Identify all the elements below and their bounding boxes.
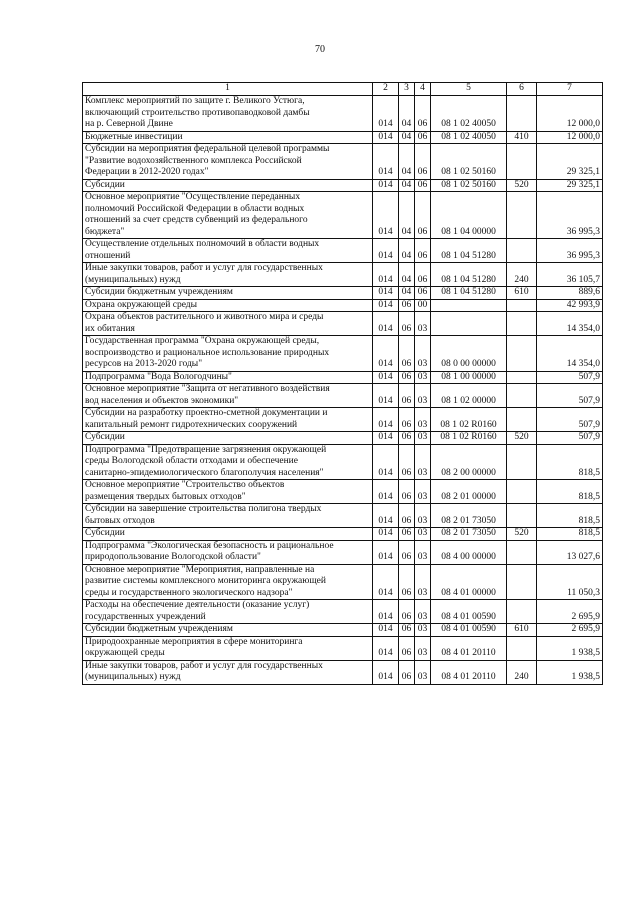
amount-cell: 13 027,6 <box>537 540 603 564</box>
amount-cell: 2 695,9 <box>537 600 603 624</box>
row-name-cell: Подпрограмма "Предотвращение загрязнения окружающей среды Вологодской области отходами и обеспечение санитарно-эпидемиологического благополучия населения" <box>83 444 373 480</box>
expense-type-cell <box>507 371 537 384</box>
table-row <box>83 660 603 684</box>
amount-cell: 14 354,0 <box>537 336 603 372</box>
target-article-cell <box>431 299 507 312</box>
amount-cell: 1 938,5 <box>537 660 603 684</box>
ministry-code-cell: 014 <box>373 179 399 192</box>
expense-type-cell <box>507 336 537 372</box>
amount-cell: 36 105,7 <box>537 263 603 287</box>
subsection-code-cell: 06 <box>415 131 431 144</box>
section-code-cell: 04 <box>399 287 415 300</box>
section-code-cell: 04 <box>399 263 415 287</box>
row-name-cell: Субсидии бюджетным учреждениям <box>83 287 373 300</box>
amount-cell: 42 993,9 <box>537 299 603 312</box>
table-row <box>83 96 603 132</box>
amount-cell: 14 354,0 <box>537 312 603 336</box>
section-code-cell: 04 <box>399 144 415 180</box>
target-article-cell: 08 4 01 00590 <box>431 624 507 637</box>
ministry-code-cell: 014 <box>373 408 399 432</box>
table-row <box>83 371 603 384</box>
amount-cell: 507,9 <box>537 432 603 445</box>
ministry-code-cell: 014 <box>373 144 399 180</box>
table-row <box>83 444 603 480</box>
row-name-cell: Основное мероприятие "Строительство объектов размещения твердых бытовых отходов" <box>83 480 373 504</box>
ministry-code-cell: 014 <box>373 624 399 637</box>
section-code-cell: 04 <box>399 179 415 192</box>
section-code-cell: 06 <box>399 408 415 432</box>
expense-type-cell <box>507 192 537 239</box>
row-name-cell: Охрана объектов растительного и животного мира и среды их обитания <box>83 312 373 336</box>
target-article-cell: 08 1 02 R0160 <box>431 408 507 432</box>
row-name-cell: Природоохранные мероприятия в сфере мониторинга окружающей среды <box>83 636 373 660</box>
expense-type-cell <box>507 408 537 432</box>
section-code-cell: 06 <box>399 540 415 564</box>
table-row <box>83 131 603 144</box>
row-name-cell: Расходы на обеспечение деятельности (оказание услуг) государственных учреждений <box>83 600 373 624</box>
target-article-cell: 08 1 04 51280 <box>431 263 507 287</box>
table-row <box>83 299 603 312</box>
column-header: 6 <box>507 83 537 96</box>
table-row <box>83 528 603 541</box>
target-article-cell: 08 0 00 00000 <box>431 336 507 372</box>
column-header: 2 <box>373 83 399 96</box>
target-article-cell: 08 1 00 00000 <box>431 371 507 384</box>
section-code-cell: 06 <box>399 600 415 624</box>
amount-cell: 29 325,1 <box>537 144 603 180</box>
row-name-cell: Субсидии <box>83 179 373 192</box>
expense-type-cell <box>507 480 537 504</box>
column-header: 1 <box>83 83 373 96</box>
table-row <box>83 263 603 287</box>
section-code-cell: 06 <box>399 564 415 600</box>
target-article-cell: 08 1 02 40050 <box>431 131 507 144</box>
ministry-code-cell: 014 <box>373 480 399 504</box>
section-code-cell: 04 <box>399 131 415 144</box>
expense-type-cell <box>507 600 537 624</box>
target-article-cell: 08 4 01 00590 <box>431 600 507 624</box>
target-article-cell: 08 4 01 20110 <box>431 636 507 660</box>
target-article-cell: 08 1 02 50160 <box>431 144 507 180</box>
table-row <box>83 287 603 300</box>
expense-type-cell: 610 <box>507 287 537 300</box>
column-header: 7 <box>537 83 603 96</box>
ministry-code-cell: 014 <box>373 299 399 312</box>
amount-cell: 11 050,3 <box>537 564 603 600</box>
section-code-cell: 06 <box>399 636 415 660</box>
expense-type-cell <box>507 504 537 528</box>
subsection-code-cell: 03 <box>415 384 431 408</box>
column-header: 5 <box>431 83 507 96</box>
amount-cell: 29 325,1 <box>537 179 603 192</box>
section-code-cell: 06 <box>399 432 415 445</box>
subsection-code-cell: 03 <box>415 432 431 445</box>
section-code-cell: 06 <box>399 528 415 541</box>
table-row <box>83 179 603 192</box>
target-article-cell: 08 1 04 51280 <box>431 287 507 300</box>
row-name-cell: Основное мероприятие "Мероприятия, направленные на развитие системы комплексного мониторинга окружающей среды и государственного экологического надзора" <box>83 564 373 600</box>
subsection-code-cell: 03 <box>415 540 431 564</box>
subsection-code-cell: 06 <box>415 96 431 132</box>
ministry-code-cell: 014 <box>373 131 399 144</box>
expense-type-cell <box>507 299 537 312</box>
row-name-cell: Субсидии <box>83 432 373 445</box>
section-code-cell: 04 <box>399 96 415 132</box>
expense-type-cell <box>507 384 537 408</box>
ministry-code-cell: 014 <box>373 192 399 239</box>
ministry-code-cell: 014 <box>373 540 399 564</box>
expense-type-cell: 240 <box>507 660 537 684</box>
subsection-code-cell: 03 <box>415 600 431 624</box>
ministry-code-cell: 014 <box>373 336 399 372</box>
section-code-cell: 06 <box>399 624 415 637</box>
ministry-code-cell: 014 <box>373 660 399 684</box>
column-header: 4 <box>415 83 431 96</box>
expense-type-cell: 520 <box>507 432 537 445</box>
target-article-cell: 08 4 00 00000 <box>431 540 507 564</box>
table-row <box>83 480 603 504</box>
ministry-code-cell: 014 <box>373 239 399 263</box>
amount-cell: 1 938,5 <box>537 636 603 660</box>
subsection-code-cell: 03 <box>415 564 431 600</box>
amount-cell: 818,5 <box>537 480 603 504</box>
amount-cell: 12 000,0 <box>537 131 603 144</box>
table-row <box>83 624 603 637</box>
subsection-code-cell: 03 <box>415 624 431 637</box>
target-article-cell: 08 1 04 51280 <box>431 239 507 263</box>
row-name-cell: Бюджетные инвестиции <box>83 131 373 144</box>
row-name-cell: Иные закупки товаров, работ и услуг для государственных (муниципальных) нужд <box>83 263 373 287</box>
target-article-cell: 08 4 01 20110 <box>431 660 507 684</box>
expense-type-cell <box>507 540 537 564</box>
subsection-code-cell: 06 <box>415 192 431 239</box>
row-name-cell: Основное мероприятие "Осуществление переданных полномочий Российской Федерации в области водных отношений за счет средств субвенций из федерального бюджета" <box>83 192 373 239</box>
row-name-cell: Субсидии <box>83 528 373 541</box>
table-row <box>83 432 603 445</box>
target-article-cell: 08 2 01 00000 <box>431 480 507 504</box>
ministry-code-cell: 014 <box>373 96 399 132</box>
expense-type-cell: 520 <box>507 528 537 541</box>
subsection-code-cell: 00 <box>415 299 431 312</box>
section-code-cell: 06 <box>399 480 415 504</box>
row-name-cell: Субсидии на мероприятия федеральной целевой программы "Развитие водохозяйственного комплекса Российской Федерации в 2012-2020 годах" <box>83 144 373 180</box>
amount-cell: 818,5 <box>537 504 603 528</box>
subsection-code-cell: 03 <box>415 504 431 528</box>
amount-cell: 36 995,3 <box>537 192 603 239</box>
budget-table <box>82 82 603 685</box>
subsection-code-cell: 03 <box>415 371 431 384</box>
subsection-code-cell: 03 <box>415 660 431 684</box>
row-name-cell: Основное мероприятие "Защита от негативного воздействия вод населения и объектов экономики" <box>83 384 373 408</box>
amount-cell: 889,6 <box>537 287 603 300</box>
row-name-cell: Охрана окружающей среды <box>83 299 373 312</box>
expense-type-cell <box>507 444 537 480</box>
subsection-code-cell: 03 <box>415 480 431 504</box>
ministry-code-cell: 014 <box>373 287 399 300</box>
ministry-code-cell: 014 <box>373 636 399 660</box>
row-name-cell: Субсидии на завершение строительства полигона твердых бытовых отходов <box>83 504 373 528</box>
subsection-code-cell: 03 <box>415 528 431 541</box>
expense-type-cell: 610 <box>507 624 537 637</box>
table-row <box>83 144 603 180</box>
expense-type-cell <box>507 144 537 180</box>
table-row <box>83 600 603 624</box>
table-row <box>83 312 603 336</box>
expense-type-cell: 240 <box>507 263 537 287</box>
table-row <box>83 540 603 564</box>
section-code-cell: 06 <box>399 384 415 408</box>
target-article-cell: 08 2 00 00000 <box>431 444 507 480</box>
section-code-cell: 04 <box>399 239 415 263</box>
row-name-cell: Осуществление отдельных полномочий в области водных отношений <box>83 239 373 263</box>
section-code-cell: 06 <box>399 504 415 528</box>
table-row <box>83 239 603 263</box>
table-row <box>83 192 603 239</box>
subsection-code-cell: 06 <box>415 144 431 180</box>
target-article-cell: 08 1 02 50160 <box>431 179 507 192</box>
table-row <box>83 408 603 432</box>
table-row <box>83 564 603 600</box>
subsection-code-cell: 03 <box>415 408 431 432</box>
subsection-code-cell: 03 <box>415 636 431 660</box>
target-article-cell: 08 4 01 00000 <box>431 564 507 600</box>
section-code-cell: 06 <box>399 371 415 384</box>
amount-cell: 507,9 <box>537 408 603 432</box>
section-code-cell: 06 <box>399 336 415 372</box>
ministry-code-cell: 014 <box>373 371 399 384</box>
target-article-cell: 08 1 02 40050 <box>431 96 507 132</box>
subsection-code-cell: 03 <box>415 444 431 480</box>
table-row <box>83 636 603 660</box>
row-name-cell: Комплекс мероприятий по защите г. Великого Устюга, включающий строительство противопаводковой дамбы на р. Северной Двине <box>83 96 373 132</box>
ministry-code-cell: 014 <box>373 384 399 408</box>
row-name-cell: Иные закупки товаров, работ и услуг для государственных (муниципальных) нужд <box>83 660 373 684</box>
ministry-code-cell: 014 <box>373 600 399 624</box>
target-article-cell <box>431 312 507 336</box>
amount-cell: 2 695,9 <box>537 624 603 637</box>
table-body <box>83 96 603 685</box>
table-row <box>83 336 603 372</box>
amount-cell: 507,9 <box>537 371 603 384</box>
subsection-code-cell: 03 <box>415 336 431 372</box>
subsection-code-cell: 06 <box>415 287 431 300</box>
expense-type-cell <box>507 564 537 600</box>
ministry-code-cell: 014 <box>373 504 399 528</box>
ministry-code-cell: 014 <box>373 528 399 541</box>
ministry-code-cell: 014 <box>373 564 399 600</box>
expense-type-cell <box>507 312 537 336</box>
ministry-code-cell: 014 <box>373 312 399 336</box>
section-code-cell: 06 <box>399 660 415 684</box>
target-article-cell: 08 1 04 00000 <box>431 192 507 239</box>
section-code-cell: 04 <box>399 192 415 239</box>
amount-cell: 36 995,3 <box>537 239 603 263</box>
subsection-code-cell: 06 <box>415 179 431 192</box>
target-article-cell: 08 1 02 R0160 <box>431 432 507 445</box>
expense-type-cell <box>507 239 537 263</box>
expense-type-cell: 520 <box>507 179 537 192</box>
subsection-code-cell: 03 <box>415 312 431 336</box>
ministry-code-cell: 014 <box>373 432 399 445</box>
ministry-code-cell: 014 <box>373 444 399 480</box>
section-code-cell: 06 <box>399 299 415 312</box>
subsection-code-cell: 06 <box>415 239 431 263</box>
target-article-cell: 08 2 01 73050 <box>431 504 507 528</box>
row-name-cell: Подпрограмма "Экологическая безопасность и рациональное природопользование Вологодской области" <box>83 540 373 564</box>
expense-type-cell: 410 <box>507 131 537 144</box>
table-row <box>83 384 603 408</box>
table-header-row <box>83 83 603 96</box>
page-number: 70 <box>315 44 325 55</box>
section-code-cell: 06 <box>399 444 415 480</box>
amount-cell: 818,5 <box>537 528 603 541</box>
target-article-cell: 08 1 02 00000 <box>431 384 507 408</box>
amount-cell: 507,9 <box>537 384 603 408</box>
row-name-cell: Субсидии на разработку проектно-сметной документации и капитальный ремонт гидротехнических сооружений <box>83 408 373 432</box>
table-row <box>83 504 603 528</box>
ministry-code-cell: 014 <box>373 263 399 287</box>
section-code-cell: 06 <box>399 312 415 336</box>
row-name-cell: Подпрограмма "Вода Вологодчины" <box>83 371 373 384</box>
amount-cell: 12 000,0 <box>537 96 603 132</box>
target-article-cell: 08 2 01 73050 <box>431 528 507 541</box>
column-header: 3 <box>399 83 415 96</box>
amount-cell: 818,5 <box>537 444 603 480</box>
row-name-cell: Субсидии бюджетным учреждениям <box>83 624 373 637</box>
row-name-cell: Государственная программа "Охрана окружающей среды, воспроизводство и рациональное использование природных ресурсов на 2013-2020 годы" <box>83 336 373 372</box>
expense-type-cell <box>507 96 537 132</box>
expense-type-cell <box>507 636 537 660</box>
subsection-code-cell: 06 <box>415 263 431 287</box>
